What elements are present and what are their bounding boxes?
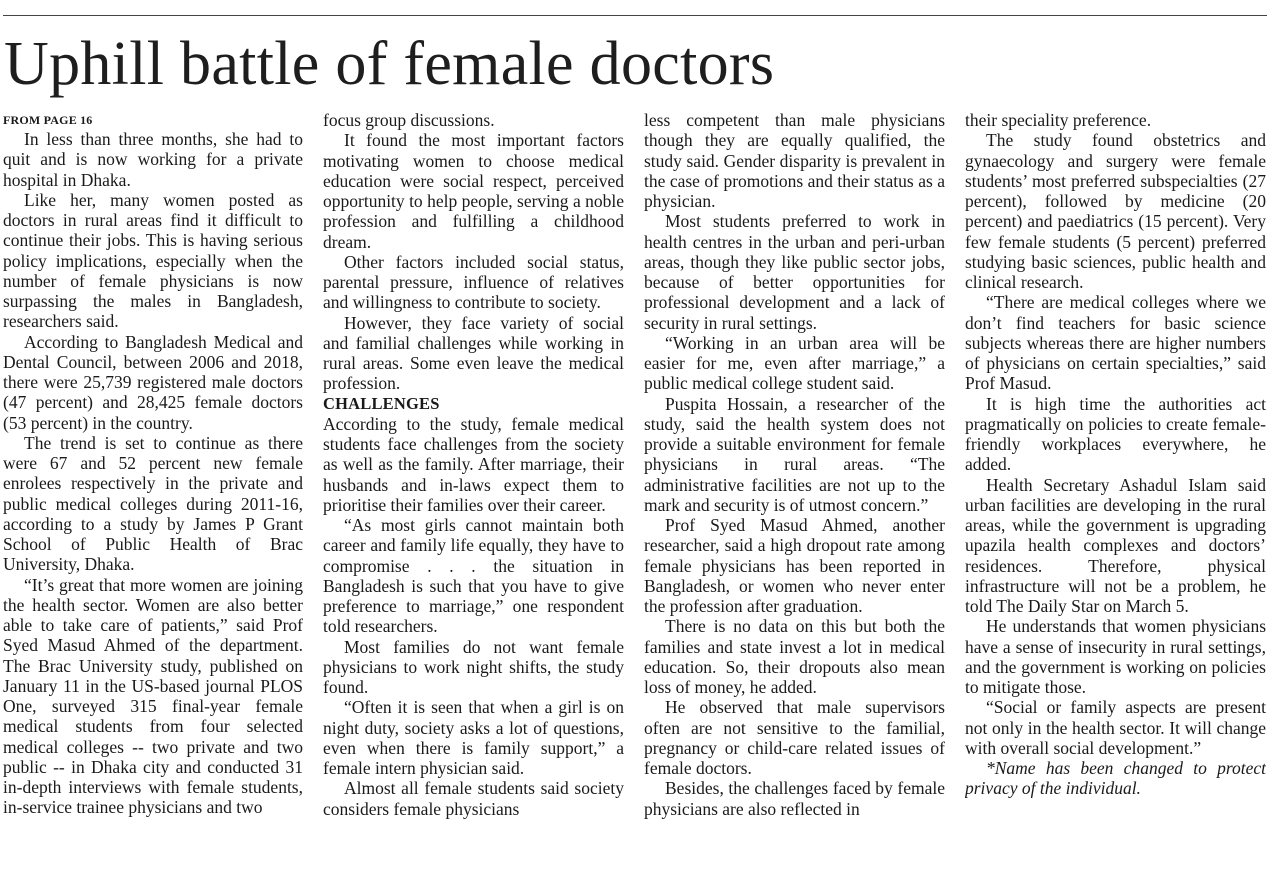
column-3 bbox=[644, 110, 945, 888]
paragraph: “As most girls cannot maintain both career and family life equally, they have to compromise . . . the situation in Bangladesh is such that you have to give preference to marriage,” one respondent told researchers. bbox=[323, 515, 624, 637]
article-body bbox=[3, 110, 1267, 888]
column-2 bbox=[323, 110, 624, 888]
paragraph: focus group discussions. bbox=[323, 110, 495, 130]
top-rule bbox=[3, 15, 1267, 16]
paragraph: It is high time the authorities act pragmatically on policies to create female-friendly workplaces everywhere, he added. bbox=[965, 393, 1266, 475]
paragraph: Health Secretary Ashadul Islam said urban facilities are developing in the rural areas, while the government is upgrading upazila health complexes and doctors’ residences. Therefore, physical infrastructure will not be a problem, he told The Daily Star on March 5. bbox=[965, 474, 1266, 616]
paragraph: There is no data on this but both the families and state invest a lot in medical education. So, their dropouts also mean loss of money, he added. bbox=[644, 616, 945, 697]
paragraph: Most families do not want female physicians to work night shifts, the study found. bbox=[323, 636, 624, 697]
paragraph: less competent than male physicians though they are equally qualified, the study said. Gender disparity is prevalent in the case of promotions and their status as a physician. bbox=[644, 110, 945, 211]
headline: Uphill battle of female doctors bbox=[4, 30, 775, 98]
paragraph: “Social or family aspects are present not only in the health sector. It will change with overall social development.” bbox=[965, 697, 1266, 758]
paragraph: their speciality preference. bbox=[965, 110, 1152, 130]
paragraph: Puspita Hossain, a researcher of the study, said the health system does not provide a suitable environment for female physicians in rural areas. “The administrative facilities are not up to the mark and security is of utmost concern.” bbox=[644, 393, 945, 515]
paragraph: He observed that male supervisors often are not sensitive to the familial, pregnancy or child-care related issues of female doctors. bbox=[644, 697, 945, 778]
paragraph: Like her, many women posted as doctors in rural areas find it difficult to continue their jobs. This is having serious policy implications, especially when the number of female physicians is now surpassing the males in Bangladesh, researchers said. bbox=[3, 189, 303, 332]
paragraph: “There are medical colleges where we don’t find teachers for basic science subjects whereas there are higher numbers of physicians on certain specialties,” said Prof Masud. bbox=[965, 292, 1266, 394]
paragraph: According to Bangladesh Medical and Dental Council, between 2006 and 2018, there were 25,739 registered male doctors (47 percent) and 28,425 female doctors (53 percent) in the country. bbox=[3, 331, 303, 433]
column-1 bbox=[3, 110, 303, 888]
paragraph: In less than three months, she had to quit and is now working for a private hospital in Dhaka. bbox=[3, 129, 303, 190]
paragraph: The study found obstetrics and gynaecology and surgery were female students’ most preferred subspecialties (27 percent), followed by medicine (20 percent) and paediatrics (15 percent). Very few female students (5 percent) preferred studying basic sciences, public health and clinical research. bbox=[965, 130, 1266, 292]
paragraph: According to the study, female medical students face challenges from the society as well as the family. After marriage, their husbands and in-laws expect them to prioritise their families over their career. bbox=[323, 413, 624, 515]
paragraph: Almost all female students said society considers female physicians bbox=[323, 778, 624, 819]
paragraph: Most students preferred to work in health centres in the urban and peri-urban areas, though they like public sector jobs, because of better opportunities for professional development and a lack of security in rural settings. bbox=[644, 211, 945, 333]
footnote: *Name has been changed to protect privacy of the individual. bbox=[965, 758, 1266, 799]
paragraph: Prof Syed Masud Ahmed, another researcher, said a high dropout rate among female physicians has been reported in Bangladesh, or women who never enter the profession after graduation. bbox=[644, 515, 945, 616]
paragraph: The trend is set to continue as there were 67 and 52 percent new female enrolees respectively in the private and public medical colleges during 2011-16, according to a study by James P Grant School of Public Health of Brac University, Dhaka. bbox=[3, 432, 303, 575]
paragraph: Besides, the challenges faced by female physicians are also reflected in bbox=[644, 778, 945, 819]
paragraph: He understands that women physicians have a sense of insecurity in rural settings, and the government is working on policies to mitigate those. bbox=[965, 616, 1266, 697]
paragraph: “Often it is seen that when a girl is on night duty, society asks a lot of questions, even when there is family support,” a female intern physician said. bbox=[323, 697, 624, 778]
section-subhead: CHALLENGES bbox=[323, 393, 440, 413]
column-4 bbox=[965, 110, 1266, 888]
paragraph: “It’s great that more women are joining the health sector. Women are also better able to take care of patients,” said Prof Syed Masud Ahmed of the department. The Brac University study, published on January 11 in the US-based journal PLOS One, surveyed 315 final-year female medical students from four selected medical colleges -- two private and two public -- in Dhaka city and conducted 31 in-depth interviews with female students, in-service trainee physicians and two bbox=[3, 574, 303, 818]
continuation-label: FROM PAGE 16 bbox=[3, 113, 93, 127]
paragraph: However, they face variety of social and familial challenges while working in rural areas. Some even leave the medical profession. bbox=[323, 312, 624, 394]
paragraph: Other factors included social status, parental pressure, influence of relatives and willingness to contribute to society. bbox=[323, 251, 624, 313]
paragraph: “Working in an urban area will be easier for me, even after marriage,” a public medical college student said. bbox=[644, 332, 945, 394]
paragraph: It found the most important factors motivating women to choose medical education were social respect, perceived opportunity to help people, serving a noble profession and fulfilling a childhood dream. bbox=[323, 130, 624, 252]
